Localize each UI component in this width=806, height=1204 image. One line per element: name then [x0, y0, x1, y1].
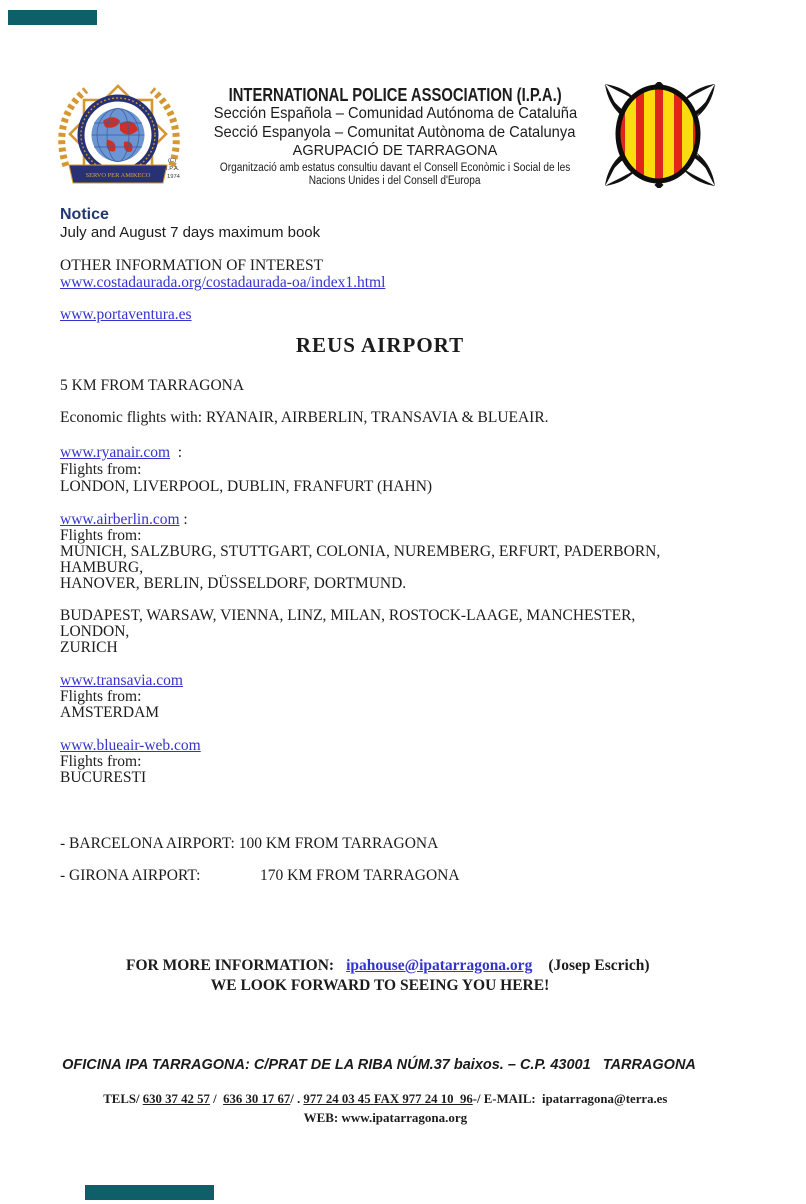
footer-web-label: WEB:: [303, 1110, 342, 1125]
footer-tel-2[interactable]: 636 30 17 67: [223, 1092, 291, 1106]
footer-tel-sep1: /: [209, 1092, 224, 1106]
reus-airport-heading: REUS AIRPORT: [295, 333, 465, 357]
org-agrupacio: AGRUPACIÓ DE TARRAGONA: [292, 143, 498, 159]
org-subtitle-ca: Secció Espanyola – Comunitat Autònoma de Catalunya: [214, 124, 576, 141]
girona-airport-distance: 170 KM FROM TARRAGONA: [260, 867, 460, 884]
notice-text: July and August 7 days maximum book: [60, 224, 321, 241]
footer-office-line: OFICINA IPA TARRAGONA: C/PRAT DE LA RIBA NÚM.37 baixos. – C.P. 43001 TARRAGONA: [62, 1057, 696, 1073]
portaventura-link-line: [60, 306, 192, 324]
airberlin-link[interactable]: www.airberlin.com: [60, 511, 180, 528]
footer-tel-1[interactable]: 630 37 42 57: [142, 1092, 210, 1106]
transavia-flights-label: Flights from:: [60, 688, 142, 705]
contact-email-link[interactable]: ipahouse@ipatarragona.org: [346, 957, 533, 974]
org-subtitle-es: Sección Española – Comunidad Autónoma de Cataluña: [213, 105, 577, 122]
ryanair-line: [60, 444, 182, 462]
airberlin-cities-2: HAMBURG,: [60, 559, 144, 576]
portaventura-link[interactable]: www.portaventura.es: [60, 306, 192, 323]
costadaurada-link-line: [60, 274, 385, 292]
blueair-link[interactable]: www.blueair-web.com: [60, 737, 201, 754]
ryanair-flights-label: Flights from:: [60, 461, 142, 478]
economic-flights-line: Economic flights with: RYANAIR, AIRBERLIN, TRANSAVIA & BLUEAIR.: [60, 409, 549, 426]
airberlin-cities-6: ZURICH: [60, 639, 118, 656]
other-info-heading: OTHER INFORMATION OF INTEREST: [60, 257, 324, 274]
svg-text:I.P.A.: I.P.A.: [166, 166, 180, 172]
footer-tel-sep2: / .: [290, 1092, 304, 1106]
girona-airport-label: - GIRONA AIRPORT:: [60, 867, 201, 884]
airberlin-cities-4: BUDAPEST, WARSAW, VIENNA, LINZ, MILAN, ROSTOCK-LAAGE, MANCHESTER,: [60, 607, 636, 624]
airberlin-cities-5: LONDON,: [60, 623, 130, 640]
barcelona-airport-line: - BARCELONA AIRPORT: 100 KM FROM TARRAGONA: [60, 835, 439, 852]
ryanair-cities: LONDON, LIVERPOOL, DUBLIN, FRANFURT (HAHN): [60, 478, 433, 495]
catalonia-flag-logo: [603, 82, 717, 188]
redaction-bar-top: [8, 10, 97, 25]
svg-text:(C): (C): [168, 158, 177, 164]
airberlin-cities-1: MUNICH, SALZBURG, STUTTGART, COLONIA, NUREMBERG, ERFURT, PADERBORN,: [60, 543, 661, 560]
footer-email-suffix: -/ E-MAIL: ipatarragona@terra.es: [472, 1092, 668, 1106]
distance-line: 5 KM FROM TARRAGONA: [60, 377, 245, 394]
airberlin-flights-label: Flights from:: [60, 527, 142, 544]
footer-web-url: www.ipatarragona.org: [341, 1110, 468, 1125]
footer-fax[interactable]: FAX 977 24 10 96: [373, 1092, 473, 1106]
blueair-flights-label: Flights from:: [60, 753, 142, 770]
notice-heading: Notice: [60, 206, 109, 223]
letterhead: [160, 0, 630, 190]
transavia-link[interactable]: www.transavia.com: [60, 672, 183, 689]
blueair-cities: BUCURESTI: [60, 769, 147, 786]
redaction-bar-bottom: [85, 1185, 214, 1200]
ryanair-colon: :: [170, 444, 183, 461]
org-status-line1: Organització amb estatus consultiu davant el Consell Econòmic i Social de les: [219, 162, 571, 174]
transavia-cities: AMSTERDAM: [60, 704, 160, 721]
svg-text:1974: 1974: [167, 174, 180, 180]
footer-tel-3[interactable]: 977 24 03 45: [303, 1092, 371, 1106]
ryanair-link[interactable]: www.ryanair.com: [60, 444, 171, 461]
contact-label: FOR MORE INFORMATION:: [126, 957, 335, 974]
contact-person: (Josep Escrich): [548, 957, 650, 974]
airberlin-colon: :: [179, 511, 188, 528]
closing-line: WE LOOK FORWARD TO SEEING YOU HERE!: [210, 977, 550, 994]
ipa-motto-text: SERVO PER AMIKECO: [85, 172, 151, 179]
footer-tels-prefix: TELS/: [103, 1092, 143, 1106]
org-status-line2: Nacions Unides i del Consell d'Europa: [309, 175, 481, 187]
org-title: INTERNATIONAL POLICE ASSOCIATION (I.P.A.): [228, 84, 562, 105]
footer-web-line: [0, 1094, 758, 1142]
airberlin-cities-3: HANOVER, BERLIN, DÜSSELDORF, DORTMUND.: [60, 575, 407, 592]
girona-airport-line: [60, 867, 460, 885]
costadaurada-link[interactable]: www.costadaurada.org/costadaurada-oa/index1.html: [60, 274, 386, 291]
